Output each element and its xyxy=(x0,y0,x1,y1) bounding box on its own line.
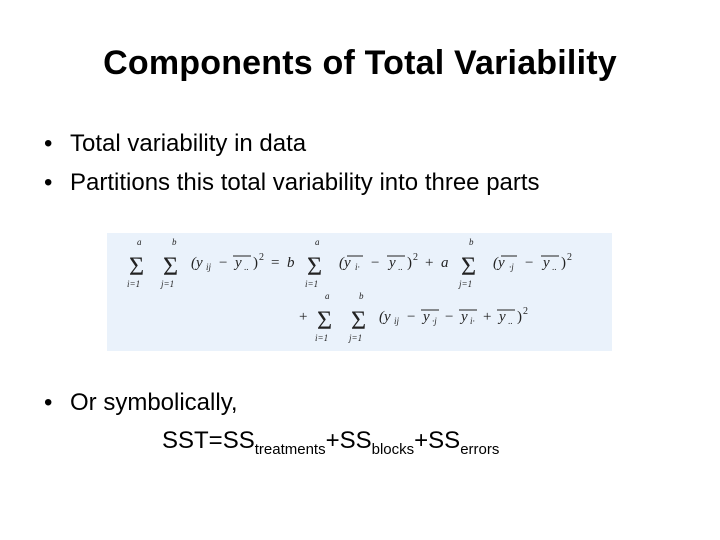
svg-text:2: 2 xyxy=(413,252,418,263)
svg-text:ij: ij xyxy=(394,316,400,326)
svg-text:a: a xyxy=(315,237,320,247)
eq-plus-ss-errors: +SS xyxy=(414,427,461,454)
eq-sub-treatments: treatments xyxy=(254,441,326,458)
svg-text:+: + xyxy=(425,255,434,271)
svg-text:y: y xyxy=(235,255,242,271)
svg-text:j=1: j=1 xyxy=(349,333,363,343)
svg-text:a: a xyxy=(441,255,449,271)
svg-text:a: a xyxy=(325,291,330,301)
eq-plus-ss-blocks: +SS xyxy=(325,427,372,454)
svg-text:a: a xyxy=(137,237,142,247)
svg-text:..: .. xyxy=(244,262,249,272)
svg-text:i·: i· xyxy=(355,262,360,272)
svg-text:Σ: Σ xyxy=(307,252,323,281)
svg-text:i=1: i=1 xyxy=(127,279,141,289)
slide-title: Components of Total Variability xyxy=(103,44,617,82)
svg-text:Σ: Σ xyxy=(163,252,179,281)
svg-text:2: 2 xyxy=(567,252,572,263)
svg-text:b: b xyxy=(287,255,295,271)
eq-sub-errors: errors xyxy=(460,441,500,458)
bullet-text: Partitions this total variability into three parts xyxy=(70,169,540,196)
svg-text:2: 2 xyxy=(259,252,264,263)
svg-text:−: − xyxy=(445,309,454,325)
svg-text:): ) xyxy=(407,255,412,271)
svg-text:..: .. xyxy=(508,316,513,326)
bullet-dot: • xyxy=(44,169,53,196)
svg-text:y: y xyxy=(543,255,550,271)
formula-graphic xyxy=(107,233,612,351)
svg-text:i=1: i=1 xyxy=(305,279,319,289)
svg-text:2: 2 xyxy=(523,306,528,317)
svg-text:=: = xyxy=(271,255,280,271)
svg-text:·j: ·j xyxy=(509,262,514,272)
svg-text:j=1: j=1 xyxy=(459,279,473,289)
svg-text:): ) xyxy=(253,255,258,271)
svg-text:): ) xyxy=(517,309,522,325)
svg-text:..: .. xyxy=(552,262,557,272)
svg-text:y: y xyxy=(461,309,468,325)
svg-text:(y: (y xyxy=(191,255,203,271)
svg-text:i·: i· xyxy=(470,316,475,326)
svg-text:−: − xyxy=(219,255,228,271)
bullet-dot: • xyxy=(44,130,53,157)
bullet-text: Total variability in data xyxy=(70,130,307,157)
svg-text:−: − xyxy=(525,255,534,271)
svg-text:(y: (y xyxy=(339,255,351,271)
bullet-total-variability xyxy=(44,129,306,159)
svg-text:+: + xyxy=(483,309,492,325)
svg-text:Σ: Σ xyxy=(461,252,477,281)
svg-text:+: + xyxy=(299,309,308,325)
symbolic-equation xyxy=(162,427,500,458)
bullet-partitions xyxy=(44,168,540,198)
svg-text:b: b xyxy=(469,237,474,247)
svg-text:(y: (y xyxy=(379,309,391,325)
bullet-dot: • xyxy=(44,389,53,416)
svg-text:y: y xyxy=(499,309,506,325)
svg-text:Σ: Σ xyxy=(317,306,333,335)
svg-text:Σ: Σ xyxy=(129,252,145,281)
svg-text:−: − xyxy=(407,309,416,325)
svg-text:y: y xyxy=(389,255,396,271)
svg-text:j=1: j=1 xyxy=(161,279,175,289)
svg-text:): ) xyxy=(561,255,566,271)
svg-text:..: .. xyxy=(398,262,403,272)
eq-sst: SST=SS xyxy=(162,427,255,454)
svg-text:·j: ·j xyxy=(432,316,437,326)
formula-image xyxy=(107,233,612,351)
svg-text:ij: ij xyxy=(206,262,212,272)
svg-text:y: y xyxy=(423,309,430,325)
svg-text:b: b xyxy=(172,237,177,247)
svg-text:b: b xyxy=(359,291,364,301)
eq-sub-blocks: blocks xyxy=(371,441,415,458)
svg-text:(y: (y xyxy=(493,255,505,271)
svg-text:i=1: i=1 xyxy=(315,333,329,343)
bullet-text: Or symbolically, xyxy=(70,389,238,416)
bullet-symbolically xyxy=(44,388,238,418)
svg-text:−: − xyxy=(371,255,380,271)
svg-text:Σ: Σ xyxy=(351,306,367,335)
